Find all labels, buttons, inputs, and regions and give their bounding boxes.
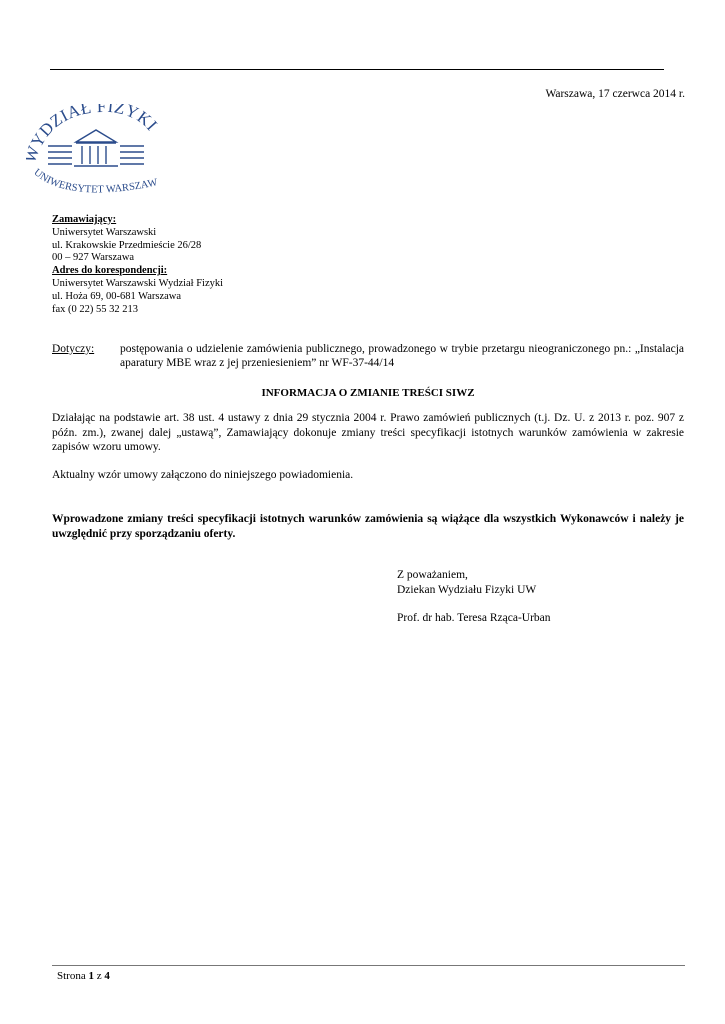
footer-of: z <box>96 970 102 982</box>
subject-block <box>52 342 684 370</box>
logo-bottom-text: UNIWERSYTET WARSZAW <box>31 167 159 196</box>
body-paragraph-attachment: Aktualny wzór umowy załączono do niniejszego powiadomienia. <box>52 469 354 481</box>
footer-page-number: 1 <box>88 970 94 982</box>
building-icon <box>48 130 144 166</box>
address-line: Uniwersytet Warszawski Wydział Fizyki <box>52 277 224 289</box>
body-paragraph-legal-basis: Działając na podstawie art. 38 ust. 4 ustawy z dnia 29 stycznia 2004 r. Prawo zamówień publicznych (t.j. Dz. U. z 2013 r. poz. 907 z późn. zm.), zwanej dalej „ustawą”, Zamawiający dokonuje zmiany treści specyfikacji istotnych warunków zamówienia w zakresie zapisów wzoru umowy. <box>52 412 684 453</box>
address-line: 00 – 927 Warszawa <box>52 252 135 264</box>
header-rule <box>50 69 664 70</box>
document-title: INFORMACJA O ZMIANIE TREŚCI SIWZ <box>261 387 475 399</box>
contracting-authority-address <box>52 214 223 316</box>
address-line: ul. Krakowskie Przedmieście 26/28 <box>52 239 202 251</box>
subject-text: postępowania o udzielenie zamówienia publicznego, prowadzonego w trybie przetargu nieograniczonego pn.: „Instalacja aparatury MBE wraz z jej przeniesieniem” nr WF-37-44/14 <box>120 343 684 369</box>
subject-label: Dotyczy: <box>52 343 95 355</box>
faculty-logo <box>26 104 166 204</box>
address-label-correspondence: Adres do korespondencji: <box>52 265 168 277</box>
signature-name: Prof. dr hab. Teresa Rząca-Urban <box>397 612 551 624</box>
address-line: Uniwersytet Warszawski <box>52 226 157 238</box>
fax-line: fax (0 22) 55 32 213 <box>52 303 139 315</box>
faculty-logo-graphic <box>26 104 166 204</box>
signature-block <box>397 568 551 626</box>
svg-text:WYDZIAŁ FIZYKI <box>26 104 161 165</box>
logo-top-text: YDZIAŁ FIZYKI <box>27 104 162 151</box>
body-paragraph-binding-notice: Wprowadzone zmiany treści specyfikacji istotnych warunków zamówienia są wiążące dla wszystkich Wykonawców i należy je uwzględnić przy sporządzaniu oferty. <box>52 513 684 540</box>
footer-page-total: 4 <box>104 970 110 982</box>
page-footer <box>57 970 110 983</box>
address-label-zamawiajacy: Zamawiający: <box>52 214 117 225</box>
signature-role: Dziekan Wydziału Fizyki UW <box>397 583 537 596</box>
document-date: Warszawa, 17 czerwca 2014 r. <box>545 88 685 100</box>
footer-rule <box>52 965 685 966</box>
signature-greeting: Z poważaniem, <box>397 569 468 581</box>
address-line: ul. Hoża 69, 00-681 Warszawa <box>52 290 182 302</box>
footer-prefix: Strona <box>57 970 86 982</box>
